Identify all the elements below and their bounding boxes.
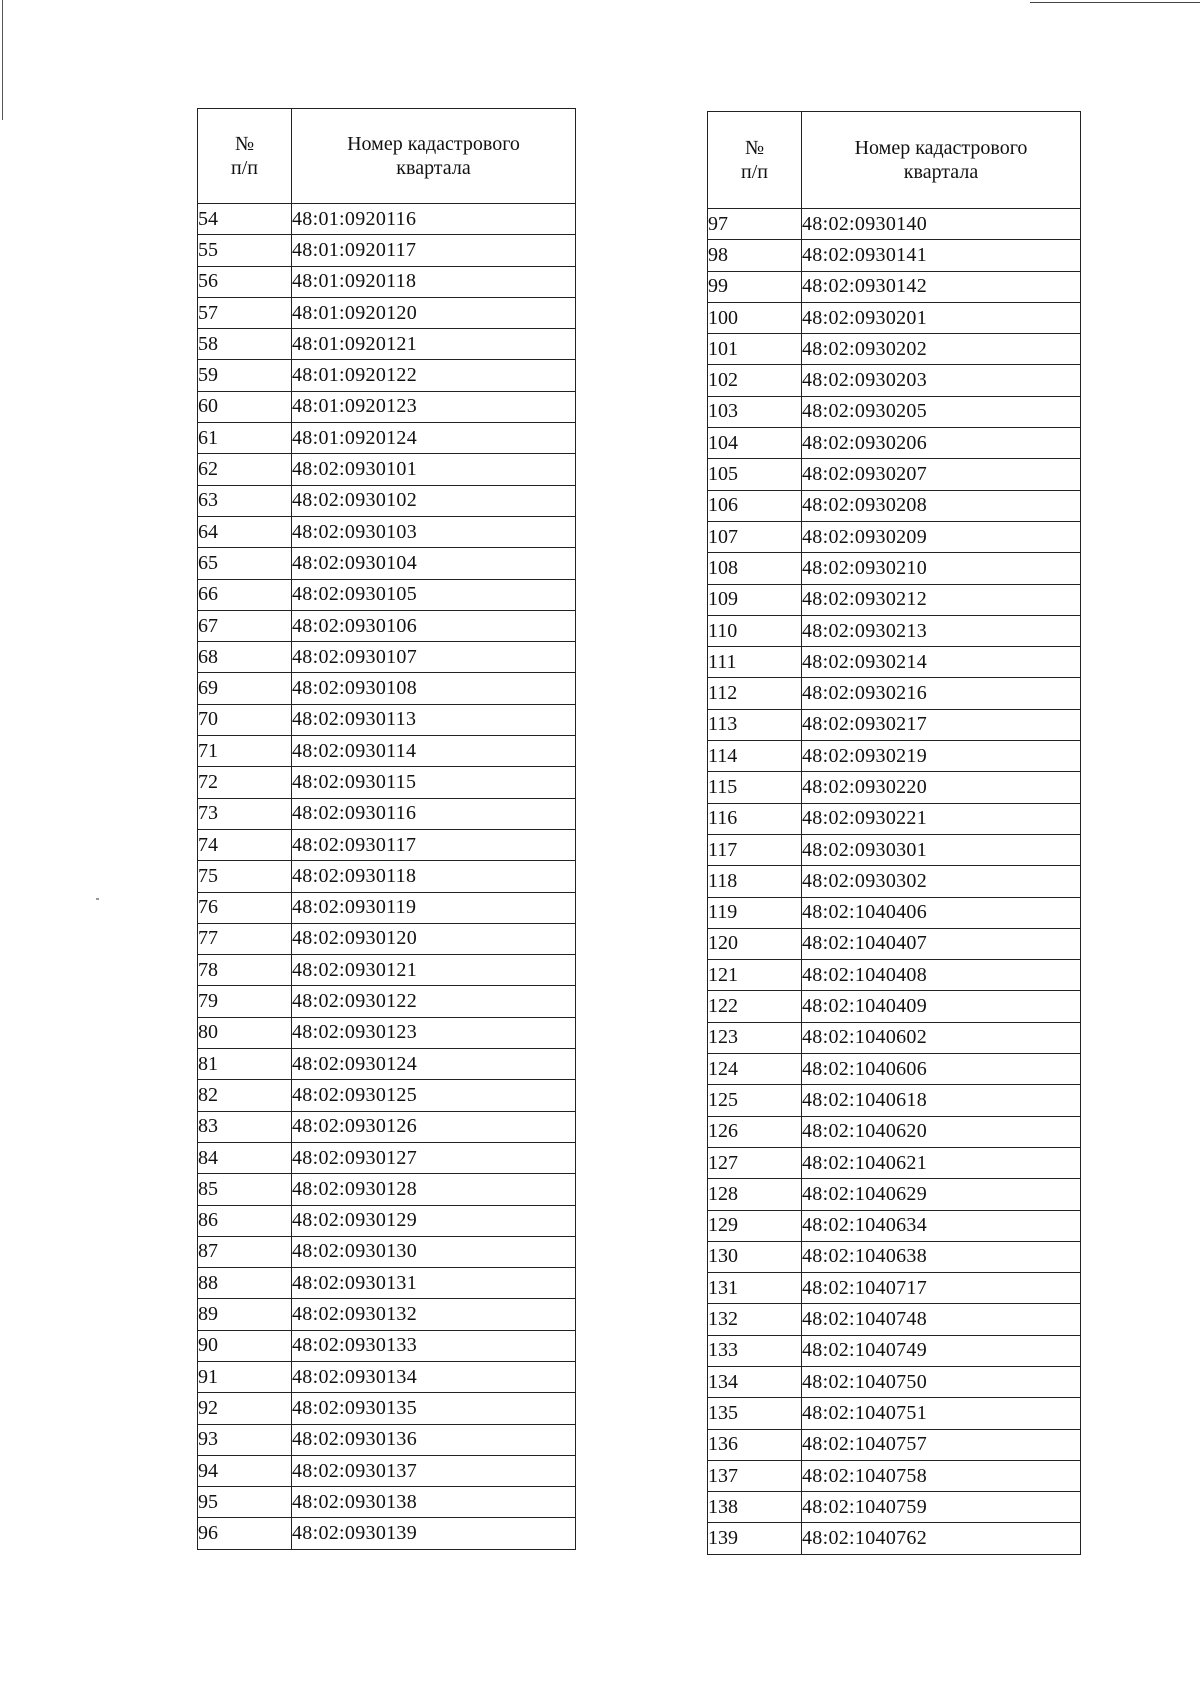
cadastral-quarter-cell: 48:02:1040406 <box>802 897 1081 928</box>
table-row <box>198 1393 576 1424</box>
cadastral-quarter-cell: 48:02:0930210 <box>802 553 1081 584</box>
row-number-cell: 116 <box>708 803 802 834</box>
table-row <box>198 235 576 266</box>
row-number-cell: 60 <box>198 391 292 422</box>
row-number-cell: 75 <box>198 861 292 892</box>
table-row <box>198 1174 576 1205</box>
cadastral-quarter-cell: 48:02:0930142 <box>802 271 1081 302</box>
row-number-cell: 124 <box>708 1054 802 1085</box>
table-row <box>708 1210 1081 1241</box>
table-header-row <box>708 112 1081 209</box>
cadastral-quarter-cell: 48:02:0930113 <box>292 704 576 735</box>
table-row <box>198 704 576 735</box>
table-row <box>198 360 576 391</box>
row-number-cell: 55 <box>198 235 292 266</box>
table-row <box>708 1492 1081 1523</box>
table-body-left <box>198 204 576 1550</box>
table-row <box>708 928 1081 959</box>
row-number-cell: 98 <box>708 240 802 271</box>
cadastral-quarter-cell: 48:02:1040621 <box>802 1147 1081 1178</box>
cadastral-quarter-cell: 48:02:0930105 <box>292 579 576 610</box>
cadastral-quarter-cell: 48:02:1040618 <box>802 1085 1081 1116</box>
table-row <box>198 329 576 360</box>
table-row <box>708 209 1081 240</box>
header-number-symbol: № <box>234 133 255 155</box>
row-number-cell: 89 <box>198 1299 292 1330</box>
cadastral-quarter-cell: 48:02:1040758 <box>802 1460 1081 1491</box>
row-number-cell: 105 <box>708 459 802 490</box>
table-row <box>198 986 576 1017</box>
header-number-cell <box>708 112 802 209</box>
table-row <box>198 1330 576 1361</box>
table-row <box>708 866 1081 897</box>
cadastral-quarter-cell: 48:02:0930115 <box>292 767 576 798</box>
table-row <box>198 1299 576 1330</box>
table-row <box>198 579 576 610</box>
cadastral-quarter-cell: 48:02:0930221 <box>802 803 1081 834</box>
scan-edge-line-left <box>2 0 3 120</box>
table-row <box>708 897 1081 928</box>
table-row <box>198 1111 576 1142</box>
cadastral-quarter-cell: 48:02:0930213 <box>802 615 1081 646</box>
table-body-right <box>708 209 1081 1555</box>
table-row <box>708 991 1081 1022</box>
header-number-sub: п/п <box>231 157 258 179</box>
table-row <box>198 454 576 485</box>
row-number-cell: 74 <box>198 829 292 860</box>
row-number-cell: 104 <box>708 428 802 459</box>
cadastral-quarter-cell: 48:02:0930208 <box>802 490 1081 521</box>
table-row <box>198 1424 576 1455</box>
cadastral-quarter-cell: 48:02:0930126 <box>292 1111 576 1142</box>
cadastral-quarter-cell: 48:01:0920118 <box>292 266 576 297</box>
table-row <box>708 615 1081 646</box>
cadastral-quarter-cell: 48:02:0930114 <box>292 736 576 767</box>
row-number-cell: 115 <box>708 772 802 803</box>
row-number-cell: 93 <box>198 1424 292 1455</box>
cadastral-quarter-cell: 48:02:1040629 <box>802 1179 1081 1210</box>
table-row <box>198 1017 576 1048</box>
row-number-cell: 84 <box>198 1142 292 1173</box>
row-number-cell: 72 <box>198 767 292 798</box>
row-number-cell: 87 <box>198 1236 292 1267</box>
table-row <box>198 798 576 829</box>
table-row <box>708 647 1081 678</box>
cadastral-quarter-cell: 48:02:0930212 <box>802 584 1081 615</box>
cadastral-quarter-cell: 48:02:1040750 <box>802 1366 1081 1397</box>
table-row <box>198 892 576 923</box>
table-row <box>198 1268 576 1299</box>
cadastral-quarter-cell: 48:02:0930117 <box>292 829 576 860</box>
row-number-cell: 100 <box>708 302 802 333</box>
table-row <box>198 485 576 516</box>
table-row <box>708 302 1081 333</box>
table-row <box>708 678 1081 709</box>
row-number-cell: 106 <box>708 490 802 521</box>
scan-speck <box>96 898 99 900</box>
table-row <box>708 803 1081 834</box>
cadastral-quarter-cell: 48:02:0930101 <box>292 454 576 485</box>
header-quarter-line2: квартала <box>903 161 979 183</box>
table-row <box>198 736 576 767</box>
table-row <box>708 1116 1081 1147</box>
row-number-cell: 90 <box>198 1330 292 1361</box>
cadastral-quarter-cell: 48:02:0930202 <box>802 334 1081 365</box>
cadastral-quarter-cell: 48:01:0920117 <box>292 235 576 266</box>
table-header-row <box>198 109 576 204</box>
row-number-cell: 126 <box>708 1116 802 1147</box>
row-number-cell: 92 <box>198 1393 292 1424</box>
cadastral-table-left <box>197 108 576 1550</box>
cadastral-quarter-cell: 48:02:0930141 <box>802 240 1081 271</box>
table-row <box>198 955 576 986</box>
header-quarter-cell <box>802 112 1081 209</box>
table-row <box>708 1085 1081 1116</box>
row-number-cell: 133 <box>708 1335 802 1366</box>
scan-edge-line-top <box>1030 2 1200 3</box>
table-row <box>198 610 576 641</box>
cadastral-quarter-cell: 48:01:0920124 <box>292 423 576 454</box>
table-row <box>198 1080 576 1111</box>
row-number-cell: 103 <box>708 396 802 427</box>
row-number-cell: 121 <box>708 960 802 991</box>
table-row <box>708 1398 1081 1429</box>
cadastral-quarter-cell: 48:02:0930201 <box>802 302 1081 333</box>
row-number-cell: 65 <box>198 548 292 579</box>
row-number-cell: 109 <box>708 584 802 615</box>
row-number-cell: 111 <box>708 647 802 678</box>
cadastral-quarter-cell: 48:01:0920116 <box>292 204 576 235</box>
cadastral-quarter-cell: 48:02:0930121 <box>292 955 576 986</box>
table-row <box>708 960 1081 991</box>
table-row <box>708 741 1081 772</box>
row-number-cell: 99 <box>708 271 802 302</box>
table-row <box>708 1460 1081 1491</box>
table-row <box>198 1236 576 1267</box>
row-number-cell: 97 <box>708 209 802 240</box>
row-number-cell: 88 <box>198 1268 292 1299</box>
row-number-cell: 131 <box>708 1273 802 1304</box>
row-number-cell: 130 <box>708 1241 802 1272</box>
table-row <box>708 1335 1081 1366</box>
table-row <box>198 423 576 454</box>
row-number-cell: 138 <box>708 1492 802 1523</box>
cadastral-quarter-cell: 48:02:0930122 <box>292 986 576 1017</box>
cadastral-quarter-cell: 48:02:1040602 <box>802 1022 1081 1053</box>
table-row <box>708 271 1081 302</box>
row-number-cell: 70 <box>198 704 292 735</box>
cadastral-quarter-cell: 48:02:0930108 <box>292 673 576 704</box>
row-number-cell: 59 <box>198 360 292 391</box>
header-number-sub: п/п <box>741 161 768 183</box>
cadastral-quarter-cell: 48:02:0930135 <box>292 1393 576 1424</box>
table-row <box>708 396 1081 427</box>
cadastral-quarter-cell: 48:02:0930203 <box>802 365 1081 396</box>
table-row <box>198 923 576 954</box>
row-number-cell: 120 <box>708 928 802 959</box>
cadastral-quarter-cell: 48:02:1040620 <box>802 1116 1081 1147</box>
table-row <box>708 428 1081 459</box>
table-row <box>198 767 576 798</box>
cadastral-quarter-cell: 48:02:1040407 <box>802 928 1081 959</box>
cadastral-quarter-cell: 48:01:0920121 <box>292 329 576 360</box>
row-number-cell: 85 <box>198 1174 292 1205</box>
cadastral-quarter-cell: 48:02:1040638 <box>802 1241 1081 1272</box>
table-row <box>198 1518 576 1549</box>
row-number-cell: 69 <box>198 673 292 704</box>
row-number-cell: 71 <box>198 736 292 767</box>
cadastral-quarter-cell: 48:02:0930216 <box>802 678 1081 709</box>
cadastral-quarter-cell: 48:02:0930302 <box>802 866 1081 897</box>
row-number-cell: 119 <box>708 897 802 928</box>
row-number-cell: 61 <box>198 423 292 454</box>
cadastral-quarter-cell: 48:01:0920123 <box>292 391 576 422</box>
cadastral-quarter-cell: 48:02:0930129 <box>292 1205 576 1236</box>
row-number-cell: 96 <box>198 1518 292 1549</box>
table-row <box>198 266 576 297</box>
cadastral-quarter-cell: 48:02:0930217 <box>802 709 1081 740</box>
row-number-cell: 123 <box>708 1022 802 1053</box>
cadastral-quarter-cell: 48:02:0930116 <box>292 798 576 829</box>
table-row <box>198 1205 576 1236</box>
row-number-cell: 57 <box>198 297 292 328</box>
table-row <box>198 1142 576 1173</box>
row-number-cell: 107 <box>708 521 802 552</box>
cadastral-quarter-cell: 48:02:0930207 <box>802 459 1081 490</box>
table-row <box>708 1022 1081 1053</box>
row-number-cell: 118 <box>708 866 802 897</box>
cadastral-quarter-cell: 48:02:0930123 <box>292 1017 576 1048</box>
table-row <box>198 861 576 892</box>
row-number-cell: 67 <box>198 610 292 641</box>
cadastral-quarter-cell: 48:02:1040408 <box>802 960 1081 991</box>
table-row <box>708 584 1081 615</box>
table-row <box>708 240 1081 271</box>
table-row <box>198 516 576 547</box>
row-number-cell: 125 <box>708 1085 802 1116</box>
row-number-cell: 127 <box>708 1147 802 1178</box>
table-row <box>198 204 576 235</box>
cadastral-quarter-cell: 48:02:0930136 <box>292 1424 576 1455</box>
cadastral-quarter-cell: 48:02:0930139 <box>292 1518 576 1549</box>
row-number-cell: 117 <box>708 834 802 865</box>
cadastral-quarter-cell: 48:02:1040606 <box>802 1054 1081 1085</box>
header-quarter-line2: квартала <box>396 157 471 179</box>
table-row <box>198 548 576 579</box>
row-number-cell: 56 <box>198 266 292 297</box>
table-row <box>198 673 576 704</box>
row-number-cell: 134 <box>708 1366 802 1397</box>
cadastral-quarter-cell: 48:01:0920122 <box>292 360 576 391</box>
cadastral-quarter-cell: 48:02:0930132 <box>292 1299 576 1330</box>
cadastral-quarter-cell: 48:02:0930130 <box>292 1236 576 1267</box>
cadastral-quarter-cell: 48:02:1040751 <box>802 1398 1081 1429</box>
table-row <box>708 1054 1081 1085</box>
table-row <box>198 297 576 328</box>
table-row <box>708 1304 1081 1335</box>
row-number-cell: 132 <box>708 1304 802 1335</box>
row-number-cell: 139 <box>708 1523 802 1554</box>
row-number-cell: 91 <box>198 1361 292 1392</box>
cadastral-quarter-cell: 48:02:0930133 <box>292 1330 576 1361</box>
table-row <box>198 1455 576 1486</box>
table-row <box>708 1366 1081 1397</box>
cadastral-quarter-cell: 48:02:1040749 <box>802 1335 1081 1366</box>
cadastral-quarter-cell: 48:02:0930124 <box>292 1049 576 1080</box>
table-row <box>708 1429 1081 1460</box>
table-row <box>708 1179 1081 1210</box>
cadastral-quarter-cell: 48:02:0930118 <box>292 861 576 892</box>
table-row <box>708 459 1081 490</box>
header-number-cell <box>198 109 292 204</box>
cadastral-quarter-cell: 48:02:0930134 <box>292 1361 576 1392</box>
row-number-cell: 68 <box>198 642 292 673</box>
table-row <box>708 772 1081 803</box>
table-row <box>708 1241 1081 1272</box>
cadastral-quarter-cell: 48:02:0930140 <box>802 209 1081 240</box>
cadastral-quarter-cell: 48:02:0930205 <box>802 396 1081 427</box>
header-quarter-line1: Номер кадастрового <box>854 137 1028 159</box>
header-quarter-cell <box>292 109 576 204</box>
row-number-cell: 135 <box>708 1398 802 1429</box>
table-row <box>708 1273 1081 1304</box>
row-number-cell: 80 <box>198 1017 292 1048</box>
table-row <box>198 391 576 422</box>
row-number-cell: 76 <box>198 892 292 923</box>
cadastral-quarter-cell: 48:02:0930128 <box>292 1174 576 1205</box>
table-row <box>708 553 1081 584</box>
cadastral-quarter-cell: 48:02:1040762 <box>802 1523 1081 1554</box>
row-number-cell: 81 <box>198 1049 292 1080</box>
row-number-cell: 78 <box>198 955 292 986</box>
table-row <box>708 1523 1081 1554</box>
table-row <box>198 642 576 673</box>
table-row <box>708 521 1081 552</box>
row-number-cell: 122 <box>708 991 802 1022</box>
table-row <box>198 1487 576 1518</box>
cadastral-quarter-cell: 48:02:1040748 <box>802 1304 1081 1335</box>
row-number-cell: 62 <box>198 454 292 485</box>
row-number-cell: 128 <box>708 1179 802 1210</box>
cadastral-quarter-cell: 48:02:0930125 <box>292 1080 576 1111</box>
table-row <box>708 365 1081 396</box>
cadastral-quarter-cell: 48:02:0930209 <box>802 521 1081 552</box>
cadastral-quarter-cell: 48:01:0920120 <box>292 297 576 328</box>
table-row <box>198 1361 576 1392</box>
table-row <box>708 334 1081 365</box>
cadastral-quarter-cell: 48:02:0930102 <box>292 485 576 516</box>
header-number-symbol: № <box>744 137 765 159</box>
row-number-cell: 66 <box>198 579 292 610</box>
row-number-cell: 73 <box>198 798 292 829</box>
cadastral-quarter-cell: 48:02:0930103 <box>292 516 576 547</box>
cadastral-quarter-cell: 48:02:1040409 <box>802 991 1081 1022</box>
row-number-cell: 95 <box>198 1487 292 1518</box>
cadastral-quarter-cell: 48:02:0930120 <box>292 923 576 954</box>
row-number-cell: 54 <box>198 204 292 235</box>
cadastral-quarter-cell: 48:02:1040757 <box>802 1429 1081 1460</box>
header-quarter-line1: Номер кадастрового <box>347 133 520 155</box>
row-number-cell: 63 <box>198 485 292 516</box>
row-number-cell: 108 <box>708 553 802 584</box>
table-row <box>198 829 576 860</box>
row-number-cell: 110 <box>708 615 802 646</box>
row-number-cell: 82 <box>198 1080 292 1111</box>
row-number-cell: 113 <box>708 709 802 740</box>
cadastral-quarter-cell: 48:02:0930107 <box>292 642 576 673</box>
row-number-cell: 64 <box>198 516 292 547</box>
cadastral-quarter-cell: 48:02:1040717 <box>802 1273 1081 1304</box>
row-number-cell: 102 <box>708 365 802 396</box>
cadastral-quarter-cell: 48:02:0930206 <box>802 428 1081 459</box>
table-row <box>708 834 1081 865</box>
table-row <box>198 1049 576 1080</box>
row-number-cell: 129 <box>708 1210 802 1241</box>
row-number-cell: 58 <box>198 329 292 360</box>
row-number-cell: 79 <box>198 986 292 1017</box>
row-number-cell: 94 <box>198 1455 292 1486</box>
row-number-cell: 137 <box>708 1460 802 1491</box>
row-number-cell: 86 <box>198 1205 292 1236</box>
row-number-cell: 114 <box>708 741 802 772</box>
cadastral-quarter-cell: 48:02:0930214 <box>802 647 1081 678</box>
table-row <box>708 490 1081 521</box>
row-number-cell: 101 <box>708 334 802 365</box>
cadastral-quarter-cell: 48:02:0930137 <box>292 1455 576 1486</box>
cadastral-quarter-cell: 48:02:1040759 <box>802 1492 1081 1523</box>
cadastral-quarter-cell: 48:02:0930106 <box>292 610 576 641</box>
table-row <box>708 709 1081 740</box>
cadastral-table-right <box>707 111 1081 1555</box>
row-number-cell: 83 <box>198 1111 292 1142</box>
cadastral-quarter-cell: 48:02:0930138 <box>292 1487 576 1518</box>
row-number-cell: 112 <box>708 678 802 709</box>
cadastral-quarter-cell: 48:02:0930219 <box>802 741 1081 772</box>
table-row <box>708 1147 1081 1178</box>
cadastral-quarter-cell: 48:02:0930104 <box>292 548 576 579</box>
row-number-cell: 77 <box>198 923 292 954</box>
cadastral-quarter-cell: 48:02:0930131 <box>292 1268 576 1299</box>
cadastral-quarter-cell: 48:02:0930127 <box>292 1142 576 1173</box>
cadastral-quarter-cell: 48:02:1040634 <box>802 1210 1081 1241</box>
row-number-cell: 136 <box>708 1429 802 1460</box>
cadastral-quarter-cell: 48:02:0930301 <box>802 834 1081 865</box>
cadastral-quarter-cell: 48:02:0930220 <box>802 772 1081 803</box>
cadastral-quarter-cell: 48:02:0930119 <box>292 892 576 923</box>
